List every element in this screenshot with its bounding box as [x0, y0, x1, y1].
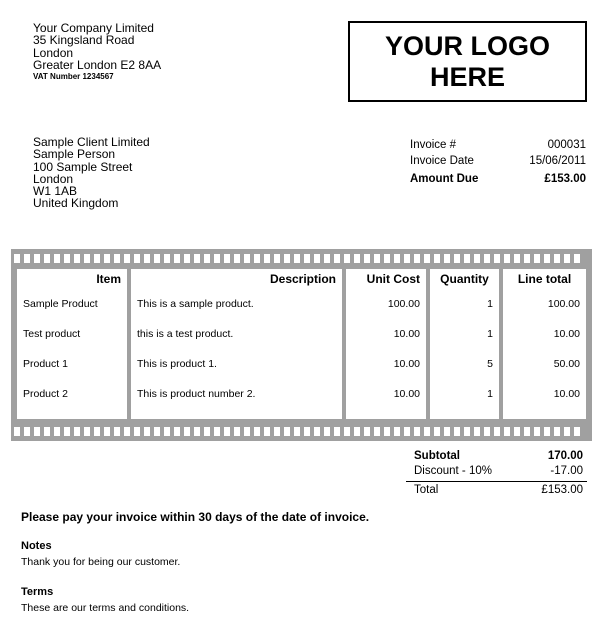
perforation-square: [194, 254, 200, 263]
perforation-square: [274, 254, 280, 263]
perforation-top: [14, 253, 589, 264]
perforation-square: [24, 254, 30, 263]
perforation-square: [74, 427, 80, 436]
perforation-square: [494, 427, 500, 436]
header-item: Item: [96, 272, 121, 286]
perforation-square: [454, 254, 460, 263]
invoice-number: 000031: [547, 139, 586, 151]
client-address: [33, 136, 150, 210]
perforation-square: [264, 254, 270, 263]
perforation-square: [274, 427, 280, 436]
cell-quantity: 1: [487, 298, 493, 310]
cell-quantity: 1: [487, 328, 493, 340]
column-line-total: [503, 269, 586, 419]
cell-item: Product 1: [23, 358, 68, 370]
logo-line-2: HERE: [429, 61, 505, 92]
invoice-date: 15/06/2011: [529, 155, 586, 167]
cell-item: Test product: [23, 328, 81, 340]
perforation-square: [544, 254, 550, 263]
perforation-square: [174, 427, 180, 436]
perforation-square: [394, 254, 400, 263]
perforation-square: [204, 427, 210, 436]
perforation-square: [464, 427, 470, 436]
column-unit-cost: [346, 269, 426, 419]
perforation-square: [54, 427, 60, 436]
notes-heading: Notes: [21, 540, 52, 552]
client-company: Sample Client Limited: [33, 135, 150, 149]
perforation-square: [474, 427, 480, 436]
payment-note: Please pay your invoice within 30 days of the date of invoice.: [21, 510, 370, 524]
perforation-square: [74, 254, 80, 263]
line-items-columns: [17, 269, 586, 419]
perforation-square: [134, 254, 140, 263]
perforation-square: [84, 427, 90, 436]
perforation-square: [234, 427, 240, 436]
cell-unit-cost: 10.00: [393, 328, 420, 340]
company-address: [33, 22, 161, 83]
cell-description: This is product number 2.: [137, 388, 256, 400]
perforation-square: [114, 427, 120, 436]
company-name: Your Company Limited: [33, 21, 154, 35]
perforation-square: [134, 427, 140, 436]
cell-unit-cost: 100.00: [387, 298, 420, 310]
cell-line-total: 10.00: [553, 388, 580, 400]
terms-text: These are our terms and conditions.: [21, 602, 190, 614]
subtotal-row: [406, 448, 587, 463]
perforation-square: [564, 254, 570, 263]
perforation-square: [314, 427, 320, 436]
perforation-square: [264, 427, 270, 436]
column-quantity: [430, 269, 499, 419]
perforation-square: [244, 254, 250, 263]
perforation-square: [224, 254, 230, 263]
perforation-square: [344, 254, 350, 263]
perforation-square: [514, 427, 520, 436]
cell-quantity: 5: [487, 358, 493, 370]
perforation-square: [284, 254, 290, 263]
perforation-square: [564, 427, 570, 436]
total-value: £153.00: [541, 484, 583, 496]
perforation-square: [524, 254, 530, 263]
perforation-square: [314, 254, 320, 263]
perforation-square: [504, 254, 510, 263]
header-line-total: Line total: [517, 272, 572, 286]
perforation-square: [464, 254, 470, 263]
perforation-square: [294, 254, 300, 263]
perforation-square: [404, 427, 410, 436]
amount-due-label: Amount Due: [410, 173, 479, 185]
perforation-square: [254, 254, 260, 263]
total-label: Total: [414, 484, 439, 496]
perforation-square: [284, 427, 290, 436]
perforation-square: [574, 427, 580, 436]
invoice-number-label: Invoice #: [410, 139, 457, 151]
perforation-square: [184, 427, 190, 436]
perforation-square: [494, 254, 500, 263]
perforation-square: [354, 254, 360, 263]
company-area: Greater London E2 8AA: [33, 57, 162, 72]
perforation-square: [64, 254, 70, 263]
perforation-square: [354, 427, 360, 436]
perforation-square: [44, 427, 50, 436]
perforation-square: [254, 427, 260, 436]
perforation-square: [104, 427, 110, 436]
column-item: [17, 269, 127, 419]
perforation-square: [444, 254, 450, 263]
perforation-square: [194, 427, 200, 436]
perforation-square: [114, 254, 120, 263]
perforation-square: [384, 427, 390, 436]
perforation-square: [534, 254, 540, 263]
company-street: 35 Kingsland Road: [33, 33, 135, 48]
perforation-square: [434, 427, 440, 436]
header-unit-cost: Unit Cost: [366, 272, 420, 286]
perforation-square: [54, 254, 60, 263]
perforation-square: [234, 254, 240, 263]
perforation-square: [14, 427, 20, 436]
perforation-square: [394, 427, 400, 436]
perforation-square: [384, 254, 390, 263]
perforation-square: [294, 427, 300, 436]
company-vat: VAT Number 1234567: [33, 72, 114, 82]
cell-line-total: 10.00: [553, 328, 580, 340]
perforation-square: [504, 427, 510, 436]
subtotal-label: Subtotal: [414, 449, 460, 462]
perforation-square: [104, 254, 110, 263]
perforation-square: [44, 254, 50, 263]
perforation-square: [474, 254, 480, 263]
perforation-square: [224, 427, 230, 436]
perforation-square: [344, 427, 350, 436]
perforation-square: [144, 427, 150, 436]
perforation-square: [94, 254, 100, 263]
perforation-square: [174, 254, 180, 263]
discount-value: -17.00: [550, 464, 583, 477]
client-street: 100 Sample Street: [33, 159, 133, 174]
perforation-square: [94, 427, 100, 436]
perforation-square: [164, 254, 170, 263]
perforation-square: [204, 254, 210, 263]
perforation-square: [64, 427, 70, 436]
perforation-square: [374, 427, 380, 436]
cell-item: Product 2: [23, 388, 68, 400]
company-city: London: [33, 45, 74, 60]
perforation-square: [34, 427, 40, 436]
cell-unit-cost: 10.00: [393, 388, 420, 400]
perforation-square: [534, 427, 540, 436]
cell-line-total: 50.00: [553, 358, 580, 370]
notes-text: Thank you for being our customer.: [21, 556, 181, 568]
client-city: London: [33, 171, 74, 186]
perforation-square: [304, 427, 310, 436]
perforation-square: [524, 427, 530, 436]
cell-line-total: 100.00: [547, 298, 580, 310]
client-postcode: W1 1AB: [33, 184, 78, 199]
header-quantity: Quantity: [440, 272, 489, 286]
cell-description: this is a test product.: [137, 328, 234, 340]
logo-placeholder: [348, 21, 587, 102]
perforation-square: [164, 427, 170, 436]
amount-due-row: [410, 171, 586, 187]
perforation-square: [244, 427, 250, 436]
cell-unit-cost: 10.00: [393, 358, 420, 370]
perforation-square: [144, 254, 150, 263]
perforation-square: [324, 427, 330, 436]
cell-description: This is product 1.: [137, 358, 217, 370]
perforation-square: [14, 254, 20, 263]
cell-quantity: 1: [487, 388, 493, 400]
perforation-square: [424, 427, 430, 436]
amount-due: £153.00: [544, 173, 586, 185]
total-row: [406, 481, 587, 498]
perforation-square: [444, 427, 450, 436]
perforation-square: [34, 254, 40, 263]
cell-description: This is a sample product.: [137, 298, 254, 310]
perforation-square: [334, 254, 340, 263]
invoice-meta: [410, 137, 586, 187]
perforation-square: [544, 427, 550, 436]
totals-block: [406, 448, 587, 498]
logo-line-1: YOUR LOGO: [384, 30, 550, 61]
perforation-square: [214, 427, 220, 436]
perforation-square: [304, 254, 310, 263]
perforation-square: [364, 427, 370, 436]
perforation-square: [24, 427, 30, 436]
perforation-square: [554, 427, 560, 436]
invoice-date-label: Invoice Date: [410, 155, 474, 167]
perforation-square: [554, 254, 560, 263]
perforation-square: [424, 254, 430, 263]
invoice-number-row: [410, 137, 586, 153]
perforation-square: [414, 427, 420, 436]
perforation-square: [84, 254, 90, 263]
perforation-square: [154, 427, 160, 436]
terms-heading: Terms: [21, 586, 54, 598]
perforation-square: [574, 254, 580, 263]
client-country: United Kingdom: [33, 196, 119, 211]
perforation-square: [404, 254, 410, 263]
perforation-square: [214, 254, 220, 263]
perforation-square: [334, 427, 340, 436]
perforation-square: [414, 254, 420, 263]
perforation-square: [434, 254, 440, 263]
perforation-square: [484, 427, 490, 436]
perforation-square: [484, 254, 490, 263]
perforation-square: [364, 254, 370, 263]
perforation-square: [154, 254, 160, 263]
cell-item: Sample Product: [23, 298, 98, 310]
subtotal-value: 170.00: [547, 449, 583, 462]
line-items-table: [11, 249, 592, 441]
perforation-square: [184, 254, 190, 263]
perforation-square: [454, 427, 460, 436]
perforation-square: [124, 254, 130, 263]
discount-row: [406, 463, 587, 478]
perforation-square: [374, 254, 380, 263]
header-description: Description: [269, 272, 336, 286]
perforation-square: [514, 254, 520, 263]
discount-label: Discount - 10%: [414, 464, 492, 477]
client-person: Sample Person: [33, 147, 116, 162]
column-description: [131, 269, 342, 419]
invoice-date-row: [410, 153, 586, 169]
perforation-square: [324, 254, 330, 263]
perforation-square: [124, 427, 130, 436]
perforation-bottom: [14, 426, 589, 437]
